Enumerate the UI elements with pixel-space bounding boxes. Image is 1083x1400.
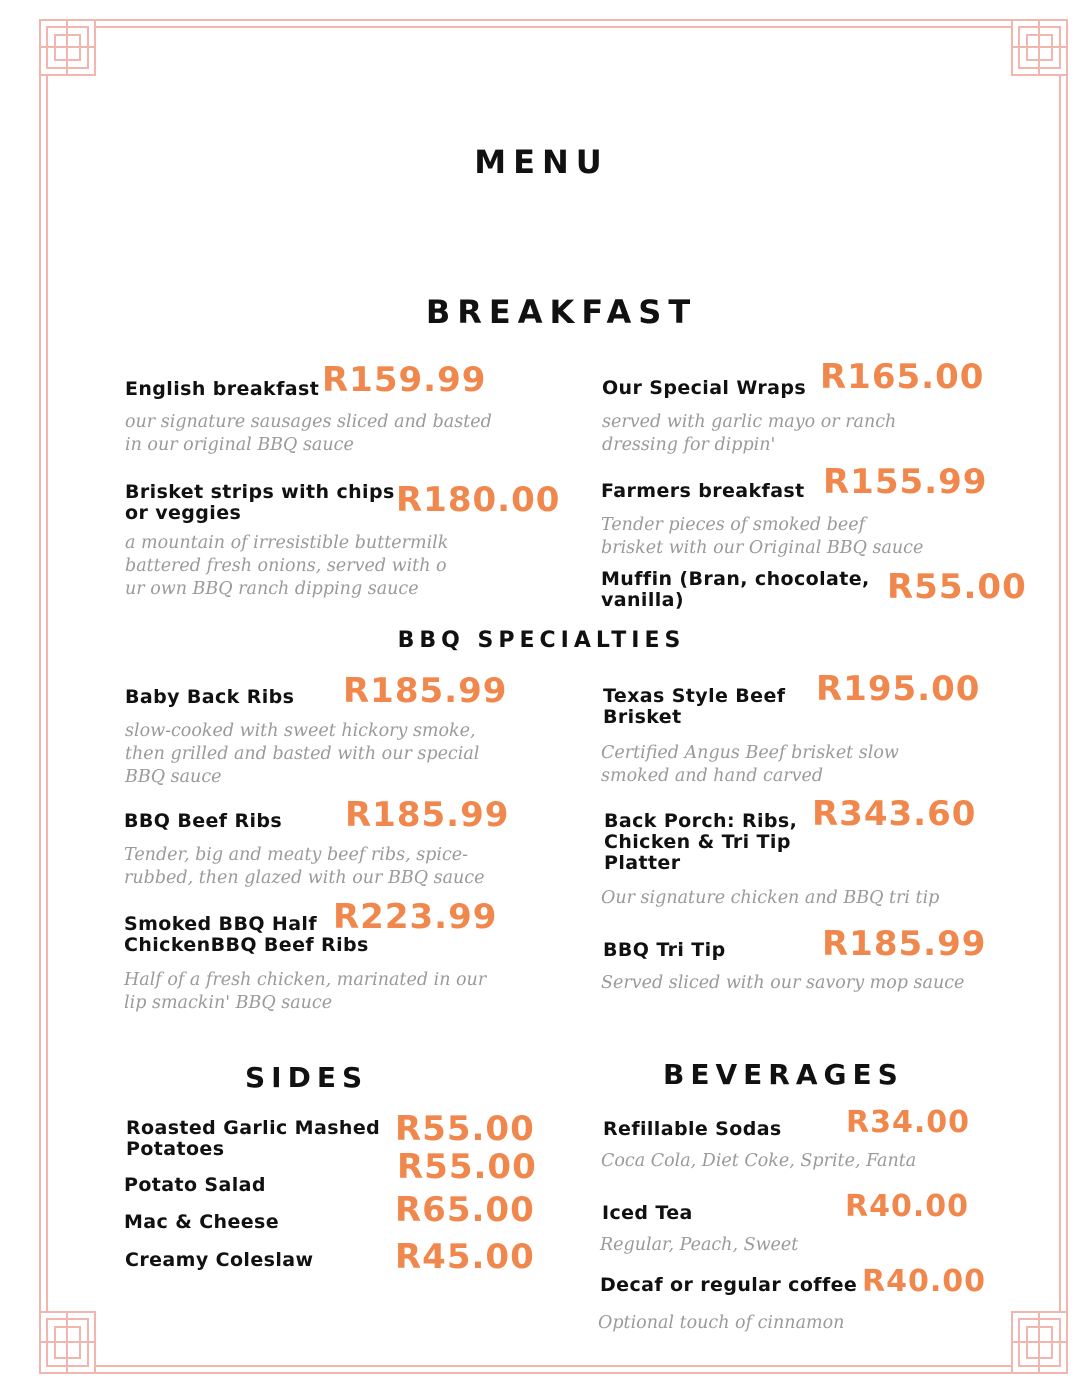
- item-name: Potato Salad: [124, 1174, 266, 1196]
- item-description: Certified Angus Beef brisket slow smoked and hand carved: [601, 743, 899, 786]
- item-description: Regular, Peach, Sweet: [600, 1235, 799, 1255]
- item-price: R65.00: [395, 1190, 535, 1230]
- item-name: Decaf or regular coffee: [600, 1274, 858, 1296]
- item-description: served with garlic mayo or ranch dressing for dippin': [602, 412, 897, 455]
- item-price: R185.99: [822, 924, 987, 964]
- item-description: Served sliced with our savory mop sauce: [601, 973, 965, 993]
- item-description: Half of a fresh chicken, marinated in our lip smackin' BBQ sauce: [124, 970, 487, 1013]
- item-description: slow-cooked with sweet hickory smoke, then grilled and basted with our special BBQ sauce: [125, 721, 480, 787]
- item-name: BBQ Beef Ribs: [124, 810, 283, 832]
- item-price: R159.99: [322, 360, 487, 400]
- item-name: Iced Tea: [602, 1202, 693, 1224]
- item-name: Smoked BBQ Half ChickenBBQ Beef Ribs: [124, 913, 369, 956]
- breakfast-title: BREAKFAST: [425, 293, 698, 331]
- item-name: Muffin (Bran, chocolate, vanilla): [601, 568, 870, 611]
- item-name: BBQ Tri Tip: [603, 939, 726, 961]
- item-price: R55.00: [397, 1147, 537, 1187]
- sides-title: SIDES: [245, 1061, 369, 1094]
- item-name: Roasted Garlic Mashed Potatoes: [126, 1117, 381, 1160]
- item-description: Tender pieces of smoked beef brisket with our Original BBQ sauce: [601, 515, 924, 558]
- item-price: R155.99: [823, 462, 988, 502]
- item-price: R40.00: [862, 1264, 986, 1299]
- menu-title: MENU: [474, 143, 609, 181]
- item-name: Baby Back Ribs: [125, 686, 295, 708]
- item-name: Our Special Wraps: [602, 377, 807, 399]
- item-price: R40.00: [845, 1189, 969, 1224]
- item-name: Refillable Sodas: [603, 1118, 782, 1140]
- item-price: R185.99: [345, 795, 510, 835]
- item-price: R165.00: [820, 357, 985, 397]
- item-description: Optional touch of cinnamon: [598, 1313, 845, 1333]
- item-price: R223.99: [333, 897, 498, 937]
- item-price: R195.00: [816, 669, 981, 709]
- item-description: Coca Cola, Diet Coke, Sprite, Fanta: [601, 1151, 917, 1171]
- item-price: R185.99: [343, 671, 508, 711]
- item-name: Mac & Cheese: [124, 1211, 280, 1233]
- item-name: Farmers breakfast: [601, 480, 805, 502]
- item-description: Our signature chicken and BBQ tri tip: [601, 888, 940, 908]
- item-price: R55.00: [395, 1109, 535, 1149]
- item-description: our signature sausages sliced and basted in our original BBQ sauce: [125, 412, 492, 455]
- item-price: R55.00: [887, 567, 1027, 607]
- item-name: Texas Style Beef Brisket: [603, 685, 786, 728]
- item-name: English breakfast: [125, 378, 320, 400]
- item-price: R180.00: [396, 480, 561, 520]
- item-price: R34.00: [846, 1105, 970, 1140]
- item-description: a mountain of irresistible buttermilk battered fresh onions, served with o ur own BBQ ranch dipping sauce: [125, 533, 449, 599]
- item-name: Creamy Coleslaw: [125, 1249, 314, 1271]
- item-description: Tender, big and meaty beef ribs, spice-rubbed, then glazed with our BBQ sauce: [124, 845, 485, 888]
- item-name: Brisket strips with chips or veggies: [125, 481, 395, 524]
- beverages-title: BEVERAGES: [663, 1058, 904, 1091]
- item-price: R343.60: [812, 794, 977, 834]
- item-name: Back Porch: Ribs, Chicken & Tri Tip Platter: [604, 810, 798, 874]
- item-price: R45.00: [395, 1237, 535, 1277]
- bbq-specialties-title: BBQ SPECIALTIES: [397, 628, 686, 653]
